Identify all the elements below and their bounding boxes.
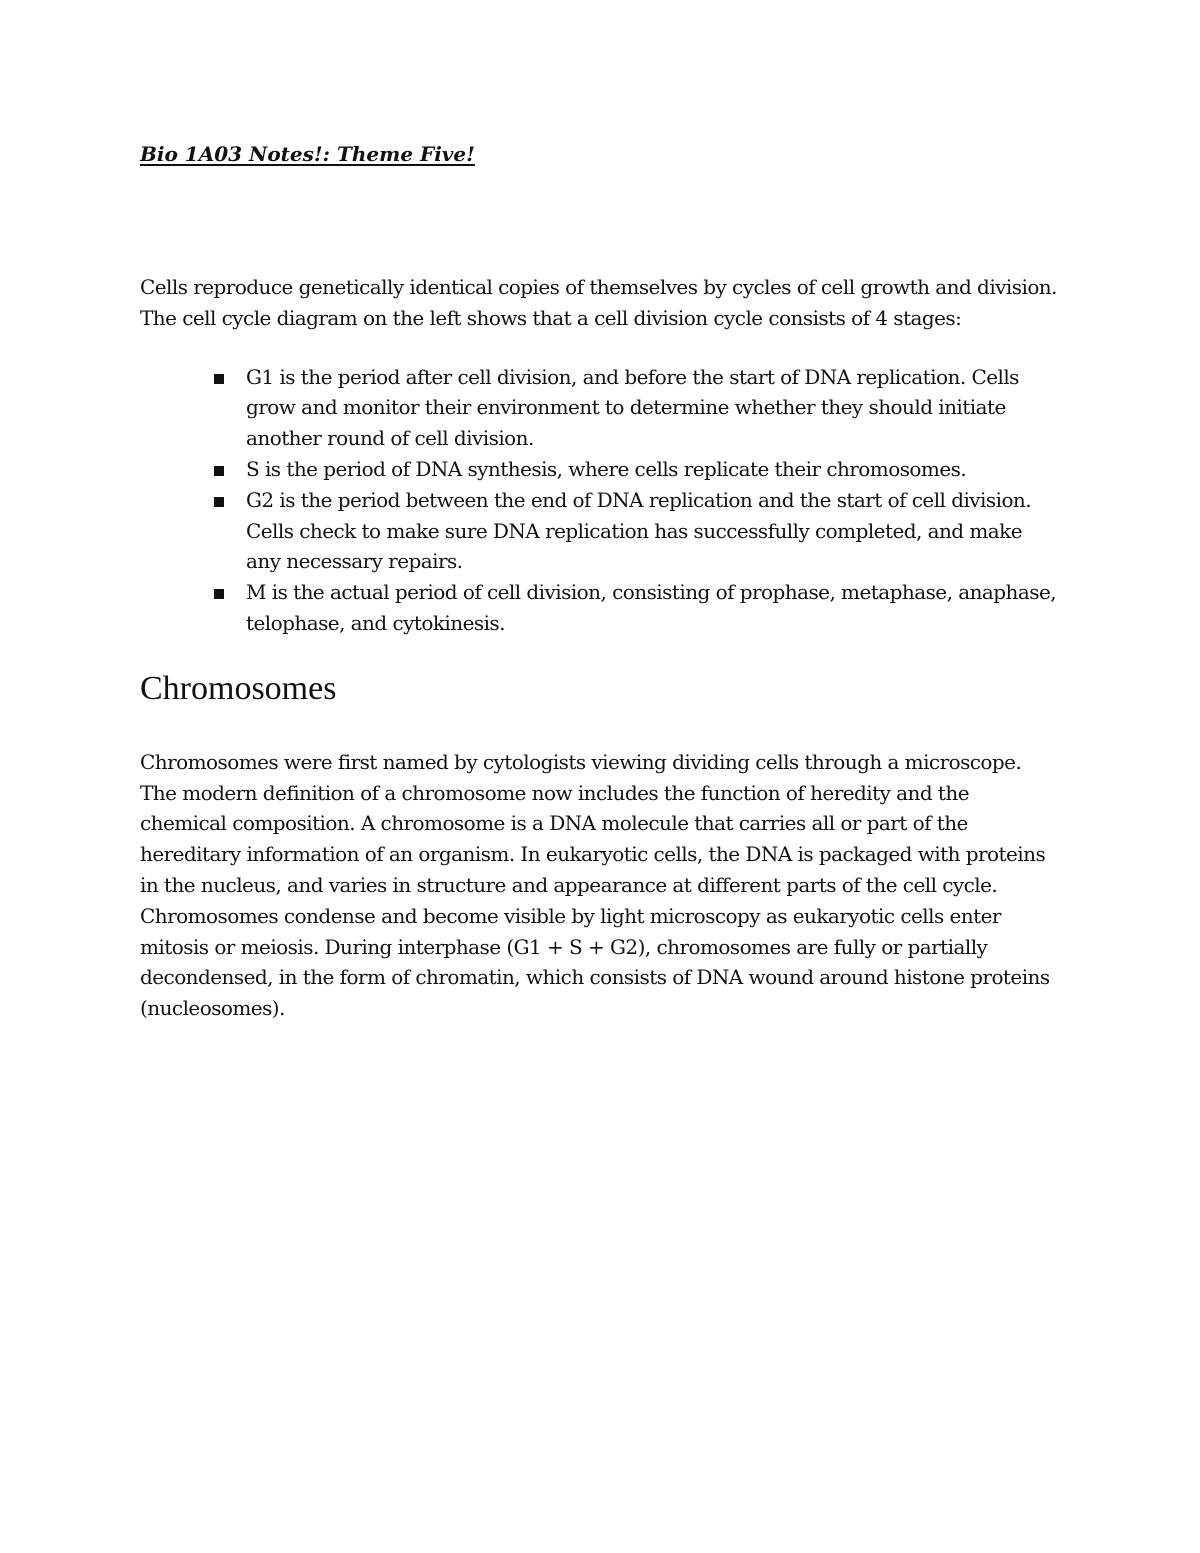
square-bullet-icon: [214, 497, 224, 507]
list-item: [246, 577, 1060, 639]
chromosomes-paragraph-2: Chromosomes condense and become visible by light microscopy as eukaryotic cells enter mitosis or meiosis. During interphase (G1 + S + G2), chromosomes are fully or partially decondensed, in the form of chromatin, which consists of DNA wound around histone proteins (nucleosomes).: [140, 903, 1050, 1021]
list-item: [246, 485, 1060, 577]
stage-m-text: M is the actual period of cell division, consisting of prophase, metaphase, anaphase, telophase, and cytokinesis.: [246, 580, 1057, 635]
stage-g1-text: G1 is the period after cell division, and before the start of DNA replication. Cells grow and monitor their environment to determine whether they should initiate another round of cell division.: [246, 364, 1019, 451]
list-item: [246, 454, 1060, 485]
intro-paragraph: Cells reproduce genetically identical copies of themselves by cycles of cell growth and division. The cell cycle diagram on the left shows that a cell division cycle consists of 4 stages:: [140, 275, 1057, 330]
cell-cycle-stages-list: [140, 362, 1060, 639]
stage-g2-text: G2 is the period between the end of DNA replication and the start of cell division. Cells check to make sure DNA replication has successfully completed, and make any necessary repairs.: [246, 487, 1032, 574]
square-bullet-icon: [214, 374, 224, 384]
list-item: [246, 362, 1060, 454]
chromosomes-heading: Chromosomes: [140, 669, 337, 707]
stage-s-text: S is the period of DNA synthesis, where cells replicate their chromosomes.: [246, 456, 967, 481]
square-bullet-icon: [214, 589, 224, 599]
document-body: [140, 138, 1060, 1024]
chromosomes-paragraph-1: Chromosomes were first named by cytologists viewing dividing cells through a microscope. The modern definition of a chromosome now includes the function of heredity and the chemical composition. A chromosome is a DNA molecule that carries all or part of the hereditary information of an organism. In eukaryotic cells, the DNA is packaged with proteins in the nucleus, and varies in structure and appearance at different parts of the cell cycle.: [140, 749, 1046, 897]
document-title: Bio 1A03 Notes!: Theme Five!: [140, 142, 475, 166]
square-bullet-icon: [214, 466, 224, 476]
